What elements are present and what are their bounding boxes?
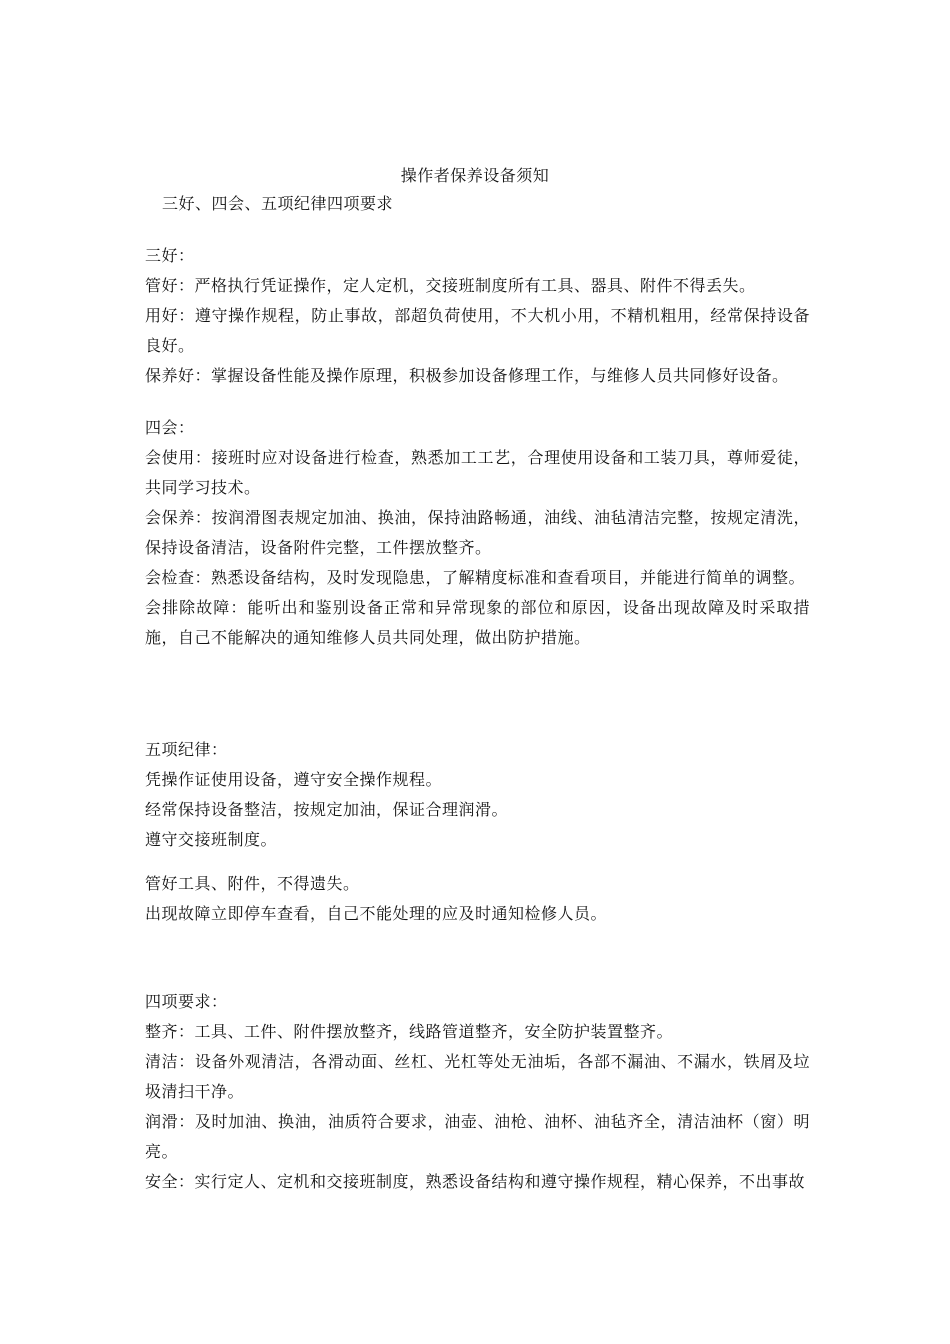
section-heading: 四会： — [145, 418, 195, 437]
paragraph: 凭操作证使用设备，遵守安全操作规程。 — [145, 770, 443, 789]
section-three-good — [145, 241, 810, 391]
section-heading: 四项要求： — [145, 992, 228, 1011]
paragraph: 会使用：接班时应对设备进行检查，熟悉加工工艺，合理使用设备和工装刀具，尊师爱徒，共同学习技术。 — [145, 448, 810, 497]
paragraph-gap — [145, 855, 810, 869]
paragraph: 经常保持设备整洁，按规定加油，保证合理润滑。 — [145, 800, 509, 819]
section-four-skills — [145, 413, 810, 653]
document-title: 操作者保养设备须知 — [400, 166, 550, 185]
section-four-requirements — [145, 987, 810, 1197]
paragraph: 润滑：及时加油、换油，油质符合要求，油壶、油枪、油杯、油毡齐全，清洁油杯（窗）明亮。 — [145, 1112, 810, 1161]
paragraph: 出现故障立即停车查看，自己不能处理的应及时通知检修人员。 — [145, 904, 608, 923]
paragraph: 会排除故障：能听出和鉴别设备正常和异常现象的部位和原因，设备出现故障及时采取措施，自己不能解决的通知维修人员共同处理，做出防护措施。 — [145, 598, 810, 647]
section-five-disciplines — [145, 735, 810, 929]
paragraph: 安全：实行定人、定机和交接班制度，熟悉设备结构和遵守操作规程，精心保养，不出事故 — [145, 1172, 806, 1191]
section-heading: 五项纪律： — [145, 740, 228, 759]
paragraph: 用好：遵守操作规程，防止事故，部超负荷使用，不大机小用，不精机粗用，经常保持设备良好。 — [145, 306, 810, 355]
paragraph: 清洁：设备外观清洁，各滑动面、丝杠、光杠等处无油垢，各部不漏油、不漏水，铁屑及垃圾清扫干净。 — [145, 1052, 810, 1101]
document-subtitle: 三好、四会、五项纪律四项要求 — [162, 194, 394, 213]
section-heading: 三好： — [145, 246, 195, 265]
paragraph: 管好：严格执行凭证操作，定人定机，交接班制度所有工具、器具、附件不得丢失。 — [145, 276, 756, 295]
paragraph: 管好工具、附件，不得遗失。 — [145, 874, 360, 893]
paragraph: 整齐：工具、工件、附件摆放整齐，线路管道整齐，安全防护装置整齐。 — [145, 1022, 674, 1041]
paragraph: 会保养：按润滑图表规定加油、换油，保持油路畅通，油线、油毡清洁完整，按规定清洗，保持设备清洁，设备附件完整，工件摆放整齐。 — [145, 508, 810, 557]
paragraph: 会检查：熟悉设备结构，及时发现隐患，了解精度标准和查看项目，并能进行简单的调整。 — [145, 568, 806, 587]
paragraph: 遵守交接班制度。 — [145, 830, 278, 849]
paragraph: 保养好：掌握设备性能及操作原理，积极参加设备修理工作，与维修人员共同修好设备。 — [145, 366, 789, 385]
